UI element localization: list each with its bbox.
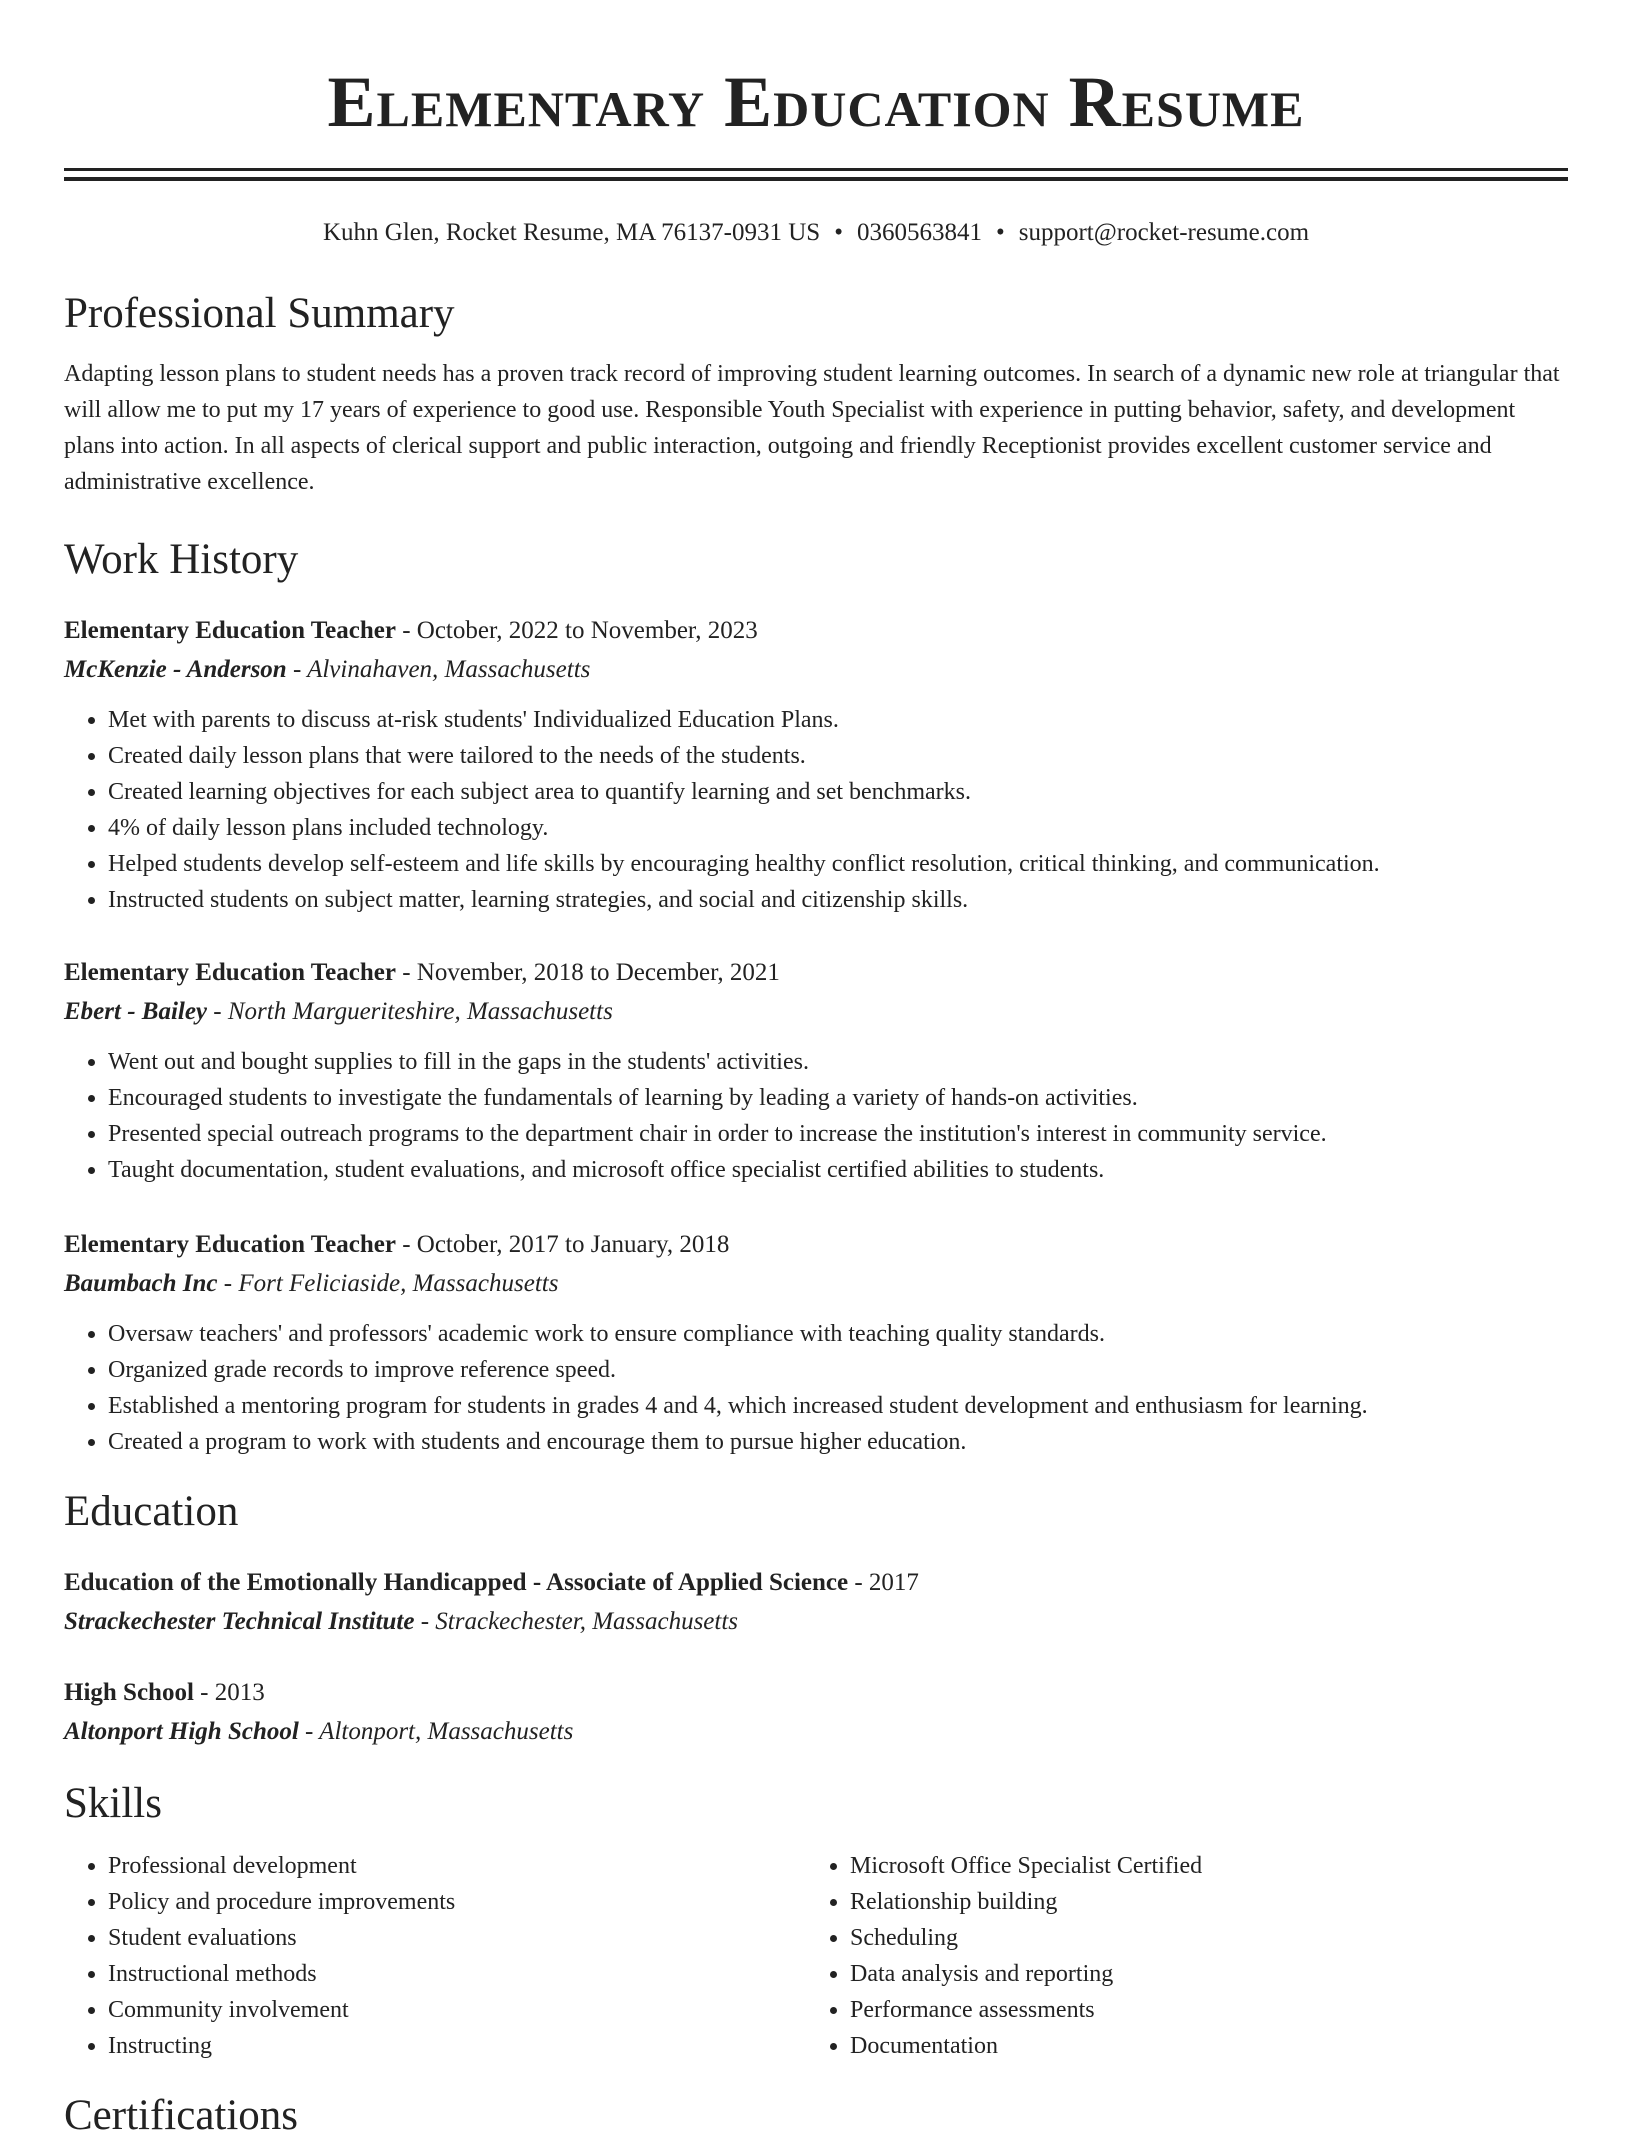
skills-section — [64, 1778, 1568, 2064]
job-company: Ebert - Bailey — [64, 998, 208, 1025]
list-item: • Community involvement — [108, 1992, 806, 2028]
education-degree: Education of the Emotionally Handicapped - Associate of Applied Science — [64, 1569, 849, 1596]
skills-heading: Skills — [64, 1780, 162, 1827]
title-divider-bottom — [64, 177, 1568, 181]
summary-section — [64, 288, 1568, 500]
job-title: Elementary Education Teacher — [64, 617, 396, 644]
list-item: • Presented special outreach programs to the department chair in order to increase the institution's interest in community service. — [108, 1116, 1568, 1152]
skills-columns — [64, 1848, 1568, 2064]
job-title: Elementary Education Teacher — [64, 959, 396, 986]
list-item: • Organized grade records to improve reference speed. — [108, 1352, 1568, 1388]
education-school: Strackechester Technical Institute — [64, 1608, 415, 1635]
resume-title: Elementary Education Resume — [327, 62, 1305, 142]
job-title: Elementary Education Teacher — [64, 1231, 396, 1258]
summary-heading: Professional Summary — [64, 290, 455, 337]
list-item: • Data analysis and reporting — [850, 1956, 1548, 1992]
list-item: • Documentation — [850, 2028, 1548, 2064]
job-duties — [64, 702, 1568, 918]
contact-separator: • — [834, 219, 843, 246]
job-entry — [64, 1226, 1568, 1460]
summary-text: Adapting lesson plans to student needs has a proven track record of improving student learning outcomes. In search of a dynamic new role at triangular that will allow me to put my 17 years of experience to good use. Responsible Youth Specialist with experience in putting behavior, safety, and development plans into action. In all aspects of clerical support and public interaction, outgoing and friendly Receptionist provides excellent customer service and administrative excellence. — [64, 361, 1560, 495]
contact-address: Kuhn Glen, Rocket Resume, MA 76137-0931 US — [322, 219, 821, 246]
education-year: - 2017 — [848, 1569, 919, 1596]
job-dates: - October, 2022 to November, 2023 — [395, 617, 758, 644]
job-dates: - October, 2017 to January, 2018 — [395, 1231, 730, 1258]
list-item: • Met with parents to discuss at-risk students' Individualized Education Plans. — [108, 702, 1568, 738]
education-location: - Strackechester, Massachusetts — [414, 1608, 739, 1635]
education-year: - 2013 — [193, 1679, 265, 1706]
contact-email: support@rocket-resume.com — [1018, 219, 1310, 246]
certifications-heading: Certifications — [64, 2092, 299, 2139]
job-entry — [64, 954, 1568, 1188]
list-item: • Instructing — [108, 2028, 806, 2064]
list-item: • Oversaw teachers' and professors' academic work to ensure compliance with teaching quality standards. — [108, 1316, 1568, 1352]
list-item: • Encouraged students to investigate the fundamentals of learning by leading a variety of hands-on activities. — [108, 1080, 1568, 1116]
certifications-section — [64, 2090, 1568, 2142]
list-item: • Scheduling — [850, 1920, 1548, 1956]
work-history-section — [64, 534, 1568, 586]
job-duties — [64, 1044, 1568, 1188]
contact-phone: 0360563841 — [856, 219, 982, 246]
list-item: • Professional development — [108, 1848, 806, 1884]
job-dates: - November, 2018 to December, 2021 — [395, 959, 780, 986]
list-item: • Relationship building — [850, 1884, 1548, 1920]
skills-list-right — [806, 1848, 1548, 2064]
list-item: • Microsoft Office Specialist Certified — [850, 1848, 1548, 1884]
list-item: • Performance assessments — [850, 1992, 1548, 2028]
education-location: - Altonport, Massachusetts — [298, 1718, 574, 1745]
education-entry — [64, 1674, 1568, 1752]
list-item: • Student evaluations — [108, 1920, 806, 1956]
job-location: - North Margueriteshire, Massachusetts — [207, 998, 613, 1025]
skills-list-left — [64, 1848, 806, 2064]
education-entry — [64, 1564, 1568, 1642]
list-item: • Established a mentoring program for students in grades 4 and 4, which increased student development and enthusiasm for learning. — [108, 1388, 1568, 1424]
job-duties — [64, 1316, 1568, 1460]
list-item: • Policy and procedure improvements — [108, 1884, 806, 1920]
list-item: • Instructional methods — [108, 1956, 806, 1992]
list-item: • Created daily lesson plans that were tailored to the needs of the students. — [108, 738, 1568, 774]
list-item: • Created learning objectives for each subject area to quantify learning and set benchmarks. — [108, 774, 1568, 810]
list-item: • Taught documentation, student evaluations, and microsoft office specialist certified abilities to students. — [108, 1152, 1568, 1188]
job-location: - Alvinahaven, Massachusetts — [286, 656, 591, 683]
job-company: McKenzie - Anderson — [64, 656, 287, 683]
title-divider-top — [64, 168, 1568, 171]
education-degree: High School — [64, 1679, 194, 1706]
education-school: Altonport High School — [64, 1718, 299, 1745]
job-company: Baumbach Inc — [64, 1270, 218, 1297]
list-item: • Instructed students on subject matter, learning strategies, and social and citizenship skills. — [108, 882, 1568, 918]
education-heading: Education — [64, 1488, 239, 1535]
contact-line — [64, 217, 1568, 249]
list-item: • 4% of daily lesson plans included technology. — [108, 810, 1568, 846]
job-entry — [64, 612, 1568, 918]
list-item: • Created a program to work with students and encourage them to pursue higher education. — [108, 1424, 1568, 1460]
list-item: • Went out and bought supplies to fill in the gaps in the students' activities. — [108, 1044, 1568, 1080]
contact-separator: • — [995, 219, 1005, 246]
work-history-heading: Work History — [64, 536, 299, 583]
education-section — [64, 1486, 1568, 1538]
list-item: • Helped students develop self-esteem and life skills by encouraging healthy conflict resolution, critical thinking, and communication. — [108, 846, 1568, 882]
job-location: - Fort Feliciaside, Massachusetts — [217, 1270, 559, 1297]
